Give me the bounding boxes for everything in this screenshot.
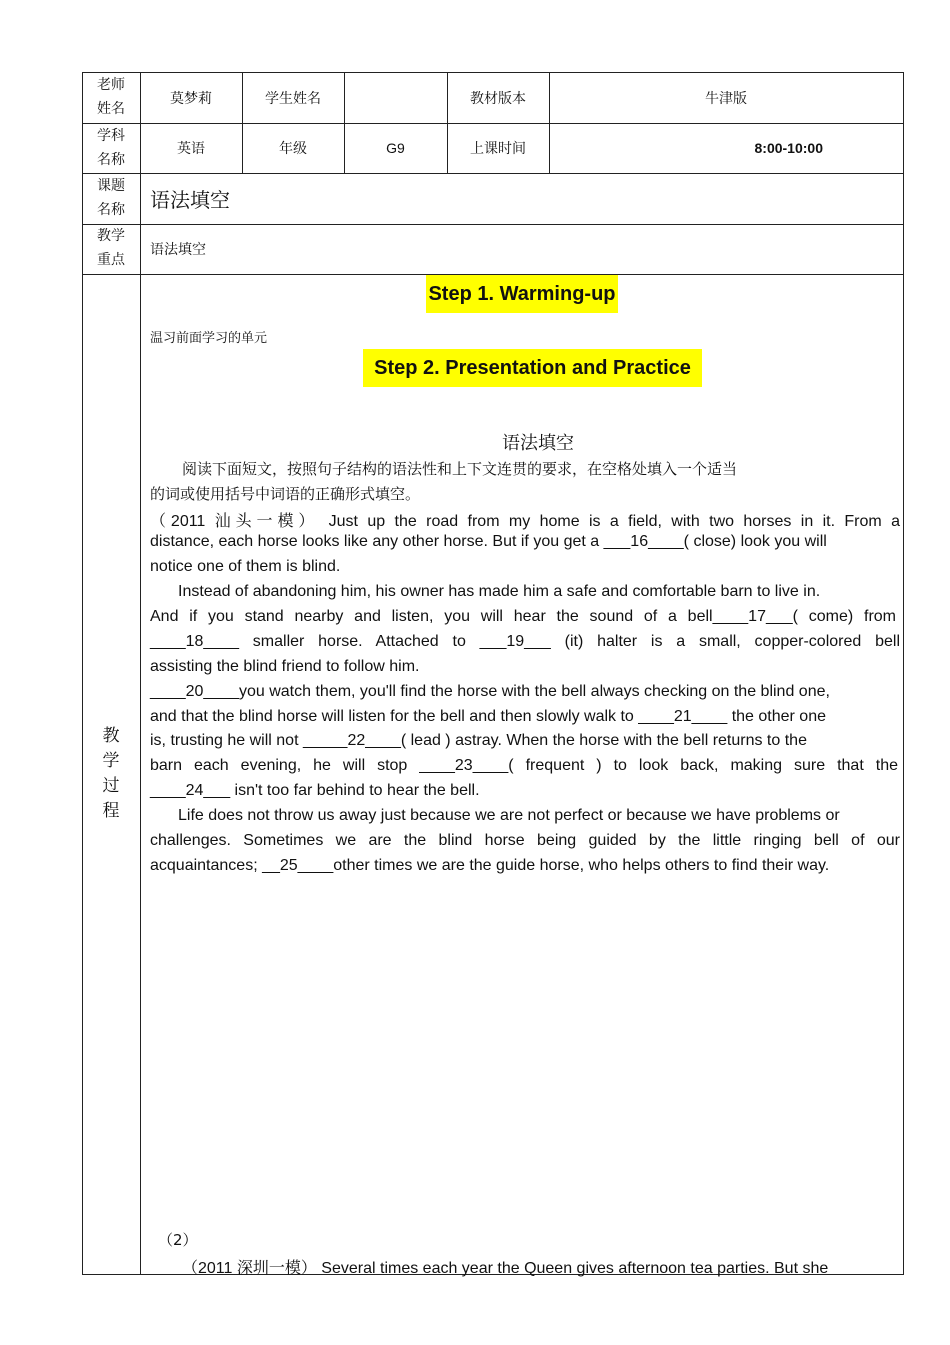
passage-line: ____24___ isn't too far behind to hear the bell. bbox=[150, 782, 480, 799]
subject-label: 学科 名称 bbox=[97, 128, 125, 168]
review-text: 温习前面学习的单元 bbox=[150, 331, 268, 346]
grade-label: 年级 bbox=[279, 141, 307, 157]
table-divider bbox=[82, 224, 904, 225]
instruction-line-2: 的词或使用括号中词语的正确形式填空。 bbox=[150, 485, 421, 503]
passage-line: is, trusting he will not _____22____( lead ) astray. When the horse with the bell returns to the bbox=[150, 732, 807, 749]
focus-value: 语法填空 bbox=[150, 242, 206, 258]
grade-value: G9 bbox=[386, 140, 405, 156]
teacher-label: 老师 姓名 bbox=[97, 77, 125, 117]
subject-value: 英语 bbox=[177, 141, 205, 157]
passage-line: assisting the blind friend to follow him. bbox=[150, 658, 420, 675]
focus-label: 教学 重点 bbox=[97, 228, 125, 268]
time-label: 上课时间 bbox=[470, 141, 526, 157]
table-divider bbox=[140, 72, 141, 1275]
passage-line: challenges. Sometimes we are the blind horse being guided by the little ringing bell of our bbox=[150, 832, 900, 849]
edition-value: 牛津版 bbox=[705, 90, 747, 107]
passage-line: and that the blind horse will listen for the bell and then slowly walk to ____21____ the other one bbox=[150, 708, 826, 725]
topic-value: 语法填空 bbox=[150, 188, 230, 212]
time-value: 8:00-10:00 bbox=[754, 140, 823, 156]
passage-line: Instead of abandoning him, his owner has made him a safe and comfortable barn to live in. bbox=[178, 583, 821, 600]
passage-line: （2011 汕头一模） Just up the road from my home is a field, with two horses in it. From a bbox=[150, 513, 900, 530]
passage2-line: （2011 深圳一模） Several times each year the Queen gives afternoon tea parties. But she bbox=[182, 1260, 829, 1277]
passage-line: Life does not throw us away just because we are not perfect or because we have problems or bbox=[178, 807, 840, 824]
passage-line: ____20____you watch them, you'll find the horse with the bell always checking on the blind one, bbox=[150, 683, 830, 700]
student-label: 学生姓名 bbox=[265, 90, 321, 107]
student-name bbox=[344, 72, 447, 123]
passage-line: distance, each horse looks like any other horse. But if you get a ___16____( close) look you will bbox=[150, 533, 827, 550]
passage-line: notice one of them is blind. bbox=[150, 558, 341, 575]
table-divider bbox=[82, 173, 904, 174]
step2-heading: Step 2. Presentation and Practice bbox=[363, 349, 702, 387]
lesson-plan-table bbox=[82, 72, 904, 1275]
passage-line: barn each evening, he will stop ____23____( frequent ) to look back, making sure that the bbox=[150, 757, 898, 774]
step1-heading: Step 1. Warming-up bbox=[426, 275, 618, 313]
part2-label: （2） bbox=[158, 1231, 198, 1249]
edition-label: 教材版本 bbox=[470, 90, 526, 107]
topic-label: 课题 名称 bbox=[97, 178, 125, 218]
passage-line: And if you stand nearby and listen, you will hear the sound of a bell____17___( come) from bbox=[150, 608, 896, 625]
teacher-name: 莫梦莉 bbox=[170, 90, 212, 107]
passage-line: acquaintances; __25____other times we are the guide horse, who helps others to find their way. bbox=[150, 857, 830, 874]
section-title: 语法填空 bbox=[502, 433, 574, 454]
passage-line: ____18____ smaller horse. Attached to ___19___ (it) halter is a small, copper-colored bell bbox=[150, 633, 900, 650]
table-border-right bbox=[903, 72, 904, 1275]
instruction-line-1: 阅读下面短文，按照句子结构的语法性和上下文连贯的要求，在空格处填入一个适当 bbox=[182, 460, 738, 478]
process-label: 教 学 过 程 bbox=[102, 726, 120, 821]
